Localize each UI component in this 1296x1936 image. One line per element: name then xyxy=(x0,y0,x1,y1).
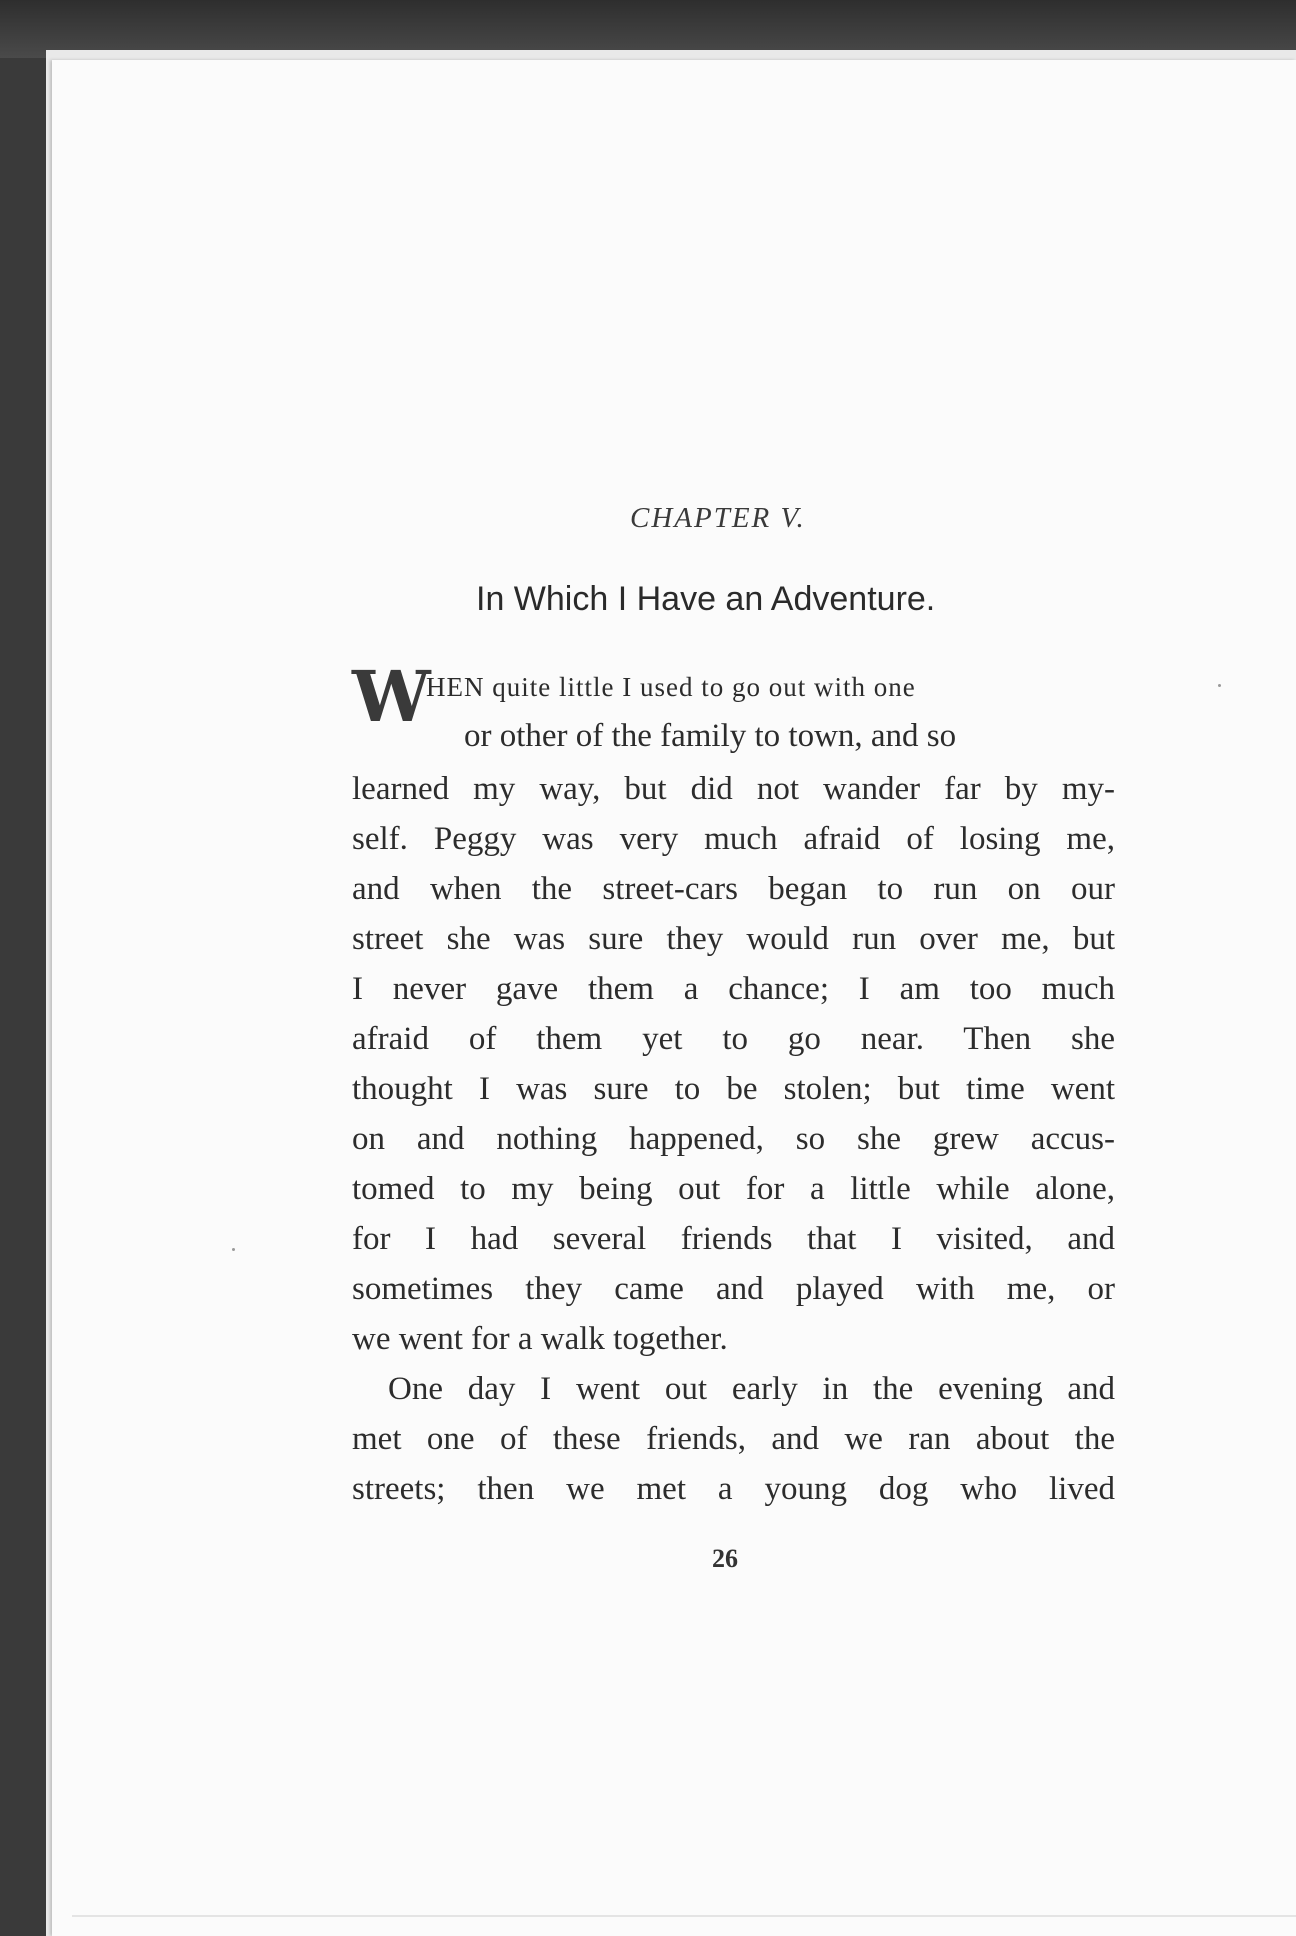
text-line: we went for a walk together. xyxy=(352,1321,728,1357)
text-line: street she was sure they would run over me, but xyxy=(352,921,1115,957)
text-line: self. Peggy was very much afraid of losing me, xyxy=(352,821,1115,857)
second-line: or other of the family to town, and so xyxy=(464,718,957,754)
paragraph-1 xyxy=(352,764,1115,1364)
opening-lines xyxy=(352,655,1115,764)
text-line: thought I was sure to be stolen; but time went xyxy=(352,1071,1115,1107)
text-line: for I had several friends that I visited, and xyxy=(352,1221,1115,1257)
chapter-label: CHAPTER V. xyxy=(630,502,806,534)
page-number: 26 xyxy=(712,1544,738,1573)
paper-speck xyxy=(1218,684,1221,687)
text-line: tomed to my being out for a little while alone, xyxy=(352,1171,1115,1207)
paragraph-2 xyxy=(352,1364,1115,1514)
text-line: on and nothing happened, so she grew accus- xyxy=(352,1121,1115,1157)
page-bottom-edge xyxy=(72,1915,1296,1917)
text-line: and when the street-cars began to run on our xyxy=(352,871,1115,907)
text-line: sometimes they came and played with me, or xyxy=(352,1271,1115,1307)
body-text xyxy=(352,655,1115,1514)
chapter-title: In Which I Have an Adventure. xyxy=(476,580,936,618)
text-line: streets; then we met a young dog who lived xyxy=(352,1471,1115,1507)
paper-speck xyxy=(232,1248,235,1251)
first-line-text: HEN quite little I used to go out with one xyxy=(426,672,916,702)
drop-cap: W xyxy=(352,655,431,738)
text-line: learned my way, but did not wander far by my- xyxy=(352,771,1115,807)
text-line: I never gave them a chance; I am too much xyxy=(352,971,1115,1007)
text-line: afraid of them yet to go near. Then she xyxy=(352,1021,1115,1057)
first-line xyxy=(426,668,916,705)
text-line: One day I went out early in the evening and xyxy=(388,1371,1115,1407)
text-line: met one of these friends, and we ran about the xyxy=(352,1421,1115,1457)
